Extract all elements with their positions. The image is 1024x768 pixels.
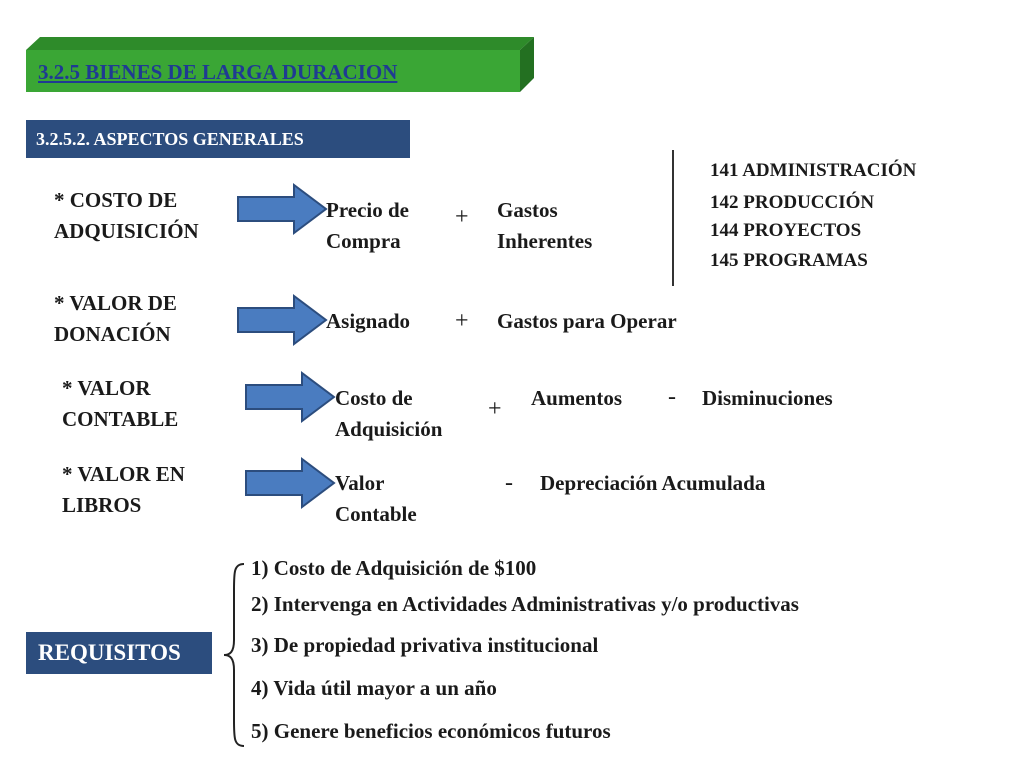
- page-title: 3.2.5 BIENES DE LARGA DURACION: [38, 60, 398, 84]
- right-arrow-icon: [236, 183, 328, 235]
- concept-line: CONTABLE: [62, 407, 179, 431]
- requisitos-label: REQUISITOS: [26, 632, 212, 674]
- term-disminuciones: Disminuciones: [702, 386, 833, 410]
- right-arrow-icon: [244, 457, 336, 509]
- concept-line: LIBROS: [62, 493, 142, 517]
- plus-operator: +: [488, 396, 502, 422]
- account-item: 145 PROGRAMAS: [710, 250, 868, 271]
- term-gastos-operar: Gastos para Operar: [497, 309, 677, 333]
- right-arrow-icon: [236, 294, 328, 346]
- title-banner: [0, 0, 540, 100]
- term-line: Valor: [335, 471, 385, 495]
- term-valor-contable: [335, 468, 417, 530]
- term-depreciacion-acumulada: Depreciación Acumulada: [540, 471, 766, 495]
- concept-line: * COSTO DE: [54, 188, 178, 212]
- term-line: Adquisición: [335, 417, 443, 441]
- requisito-item: 2) Intervenga en Actividades Administrativas y/o productivas: [251, 592, 799, 616]
- minus-operator: -: [505, 470, 513, 496]
- requisito-item: 1) Costo de Adquisición de $100: [251, 556, 537, 580]
- curly-brace-icon: [220, 560, 250, 750]
- plus-operator: +: [455, 308, 469, 334]
- requisito-item: 5) Genere beneficios económicos futuros: [251, 719, 611, 743]
- term-aumentos: Aumentos: [531, 386, 623, 410]
- term-line: Compra: [326, 229, 401, 253]
- term-asignado: Asignado: [326, 309, 411, 333]
- concept-valor-donacion: [54, 288, 177, 350]
- concept-line: DONACIÓN: [54, 322, 171, 346]
- term-gastos-inherentes: [497, 195, 592, 257]
- concept-valor-libros: [62, 459, 185, 521]
- term-line: Gastos: [497, 198, 558, 222]
- term-costo-adquisicion: [335, 383, 442, 445]
- concept-line: ADQUISICIÓN: [54, 219, 199, 243]
- concept-valor-contable: [62, 373, 178, 435]
- requisito-item: 3) De propiedad privativa institucional: [251, 633, 599, 657]
- term-line: Precio de: [326, 198, 409, 222]
- concept-line: * VALOR: [62, 376, 151, 400]
- section-subtitle: 3.2.5.2. ASPECTOS GENERALES: [26, 120, 410, 158]
- minus-operator: -: [668, 384, 676, 410]
- term-line: Inherentes: [497, 229, 593, 253]
- concept-costo-adquisicion: [54, 185, 199, 247]
- concept-line: * VALOR DE: [54, 291, 177, 315]
- concept-line: * VALOR EN: [62, 462, 185, 486]
- plus-operator: +: [455, 204, 469, 230]
- requisito-item: 4) Vida útil mayor a un año: [251, 676, 497, 700]
- term-line: Contable: [335, 502, 417, 526]
- term-line: Costo de: [335, 386, 413, 410]
- account-item: 142 PRODUCCIÓN: [710, 192, 875, 213]
- right-arrow-icon: [244, 371, 336, 423]
- account-item: 144 PROYECTOS: [710, 220, 862, 241]
- account-item: 141 ADMINISTRACIÓN: [710, 160, 917, 181]
- term-precio-compra: [326, 195, 409, 257]
- banner-top-face: [26, 37, 534, 50]
- accounts-divider-line: [672, 150, 674, 286]
